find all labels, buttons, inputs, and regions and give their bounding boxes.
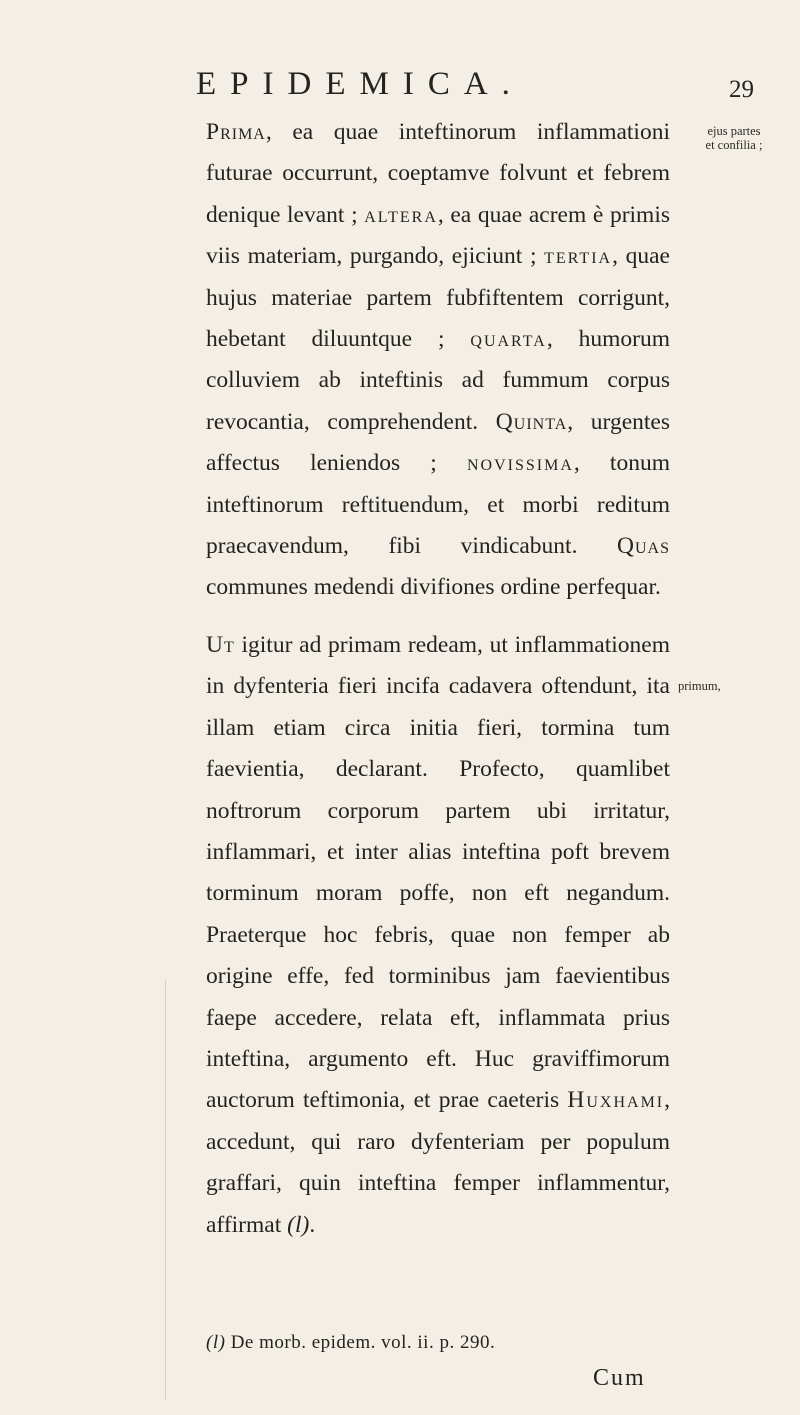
footnote-reference: (l) (287, 1211, 310, 1238)
paragraph-1 (206, 112, 670, 609)
page-edge-shadow (165, 980, 166, 1400)
lead-word: tertia (544, 243, 613, 270)
lead-word: quarta (470, 326, 547, 353)
margin-note-line: et confilia ; (705, 138, 763, 152)
author-name: Huxhami (567, 1087, 665, 1114)
footnote-text: De morb. epidem. vol. ii. p. 290. (225, 1332, 496, 1353)
text-run: igitur ad primam redeam, ut inflammationem in dyfenteria fieri incifa cadavera oftendunt, ita illam etiam circa initia fieri, tormina tum faevientia, declarant. Profecto, quamlibet noftrorum corporum partem ubi irritatur, inflammari, et inter alias inteftina poft brevem torminum moram poffe, non eft negandum. Praeterque hoc febris, quae non femper ab origine effe, fed torminibus jam faevientibus faepe accedere, relata eft, inflammata prius inteftina, argumento eft. Huc graviffimorum auctorum teftimonia, et prae caeteris (206, 631, 670, 1114)
page-number: 29 (729, 76, 754, 103)
page-header (0, 66, 800, 106)
text-run: , accedunt, qui raro dyfenteriam per populum graffari, quin inteftina femper inflammentur, affirmat (206, 1087, 670, 1238)
text-run: , tonum inteftinorum reftituendum, et morbi reditum praecavendum, fibi vindicabunt. (206, 450, 670, 560)
footnote (206, 1332, 676, 1354)
margin-note-partes (686, 124, 782, 152)
margin-note-line: ejus partes (707, 124, 761, 138)
catchword: Cum (593, 1365, 646, 1391)
lead-word: altera (364, 201, 438, 228)
footnote-marker: (l) (206, 1332, 226, 1353)
lead-word: Quinta (495, 408, 568, 435)
margin-note-primum: primum, (678, 679, 721, 693)
text-run: . (309, 1211, 316, 1238)
text-run: communes medendi divifiones ordine perfequar. (206, 574, 661, 601)
lead-word: Ut (206, 631, 235, 658)
lead-word: Quas (617, 533, 670, 560)
text-run: , ea quae acrem è primis viis materiam, purgando, ejiciunt ; (206, 201, 671, 270)
lead-word: Prima (206, 119, 266, 145)
body-text (206, 112, 670, 1246)
text-run: , quae hujus materiae partem fubfiftentem corrigunt, hebetant diluuntque ; (206, 243, 670, 353)
lead-word: novissima (467, 450, 574, 477)
running-head: EPIDEMICA. (196, 66, 524, 102)
text-run: , ea quae inteftinorum inflammationi futurae occurrunt, coeptamve folvunt et febrem denique levant ; (206, 119, 670, 228)
paragraph-2 (206, 625, 670, 1246)
text-run: , urgentes affectus leniendos ; (206, 408, 670, 477)
text-run: , humorum colluviem ab inteftinis ad fummum corpus revocantia, comprehendent. (206, 326, 670, 435)
